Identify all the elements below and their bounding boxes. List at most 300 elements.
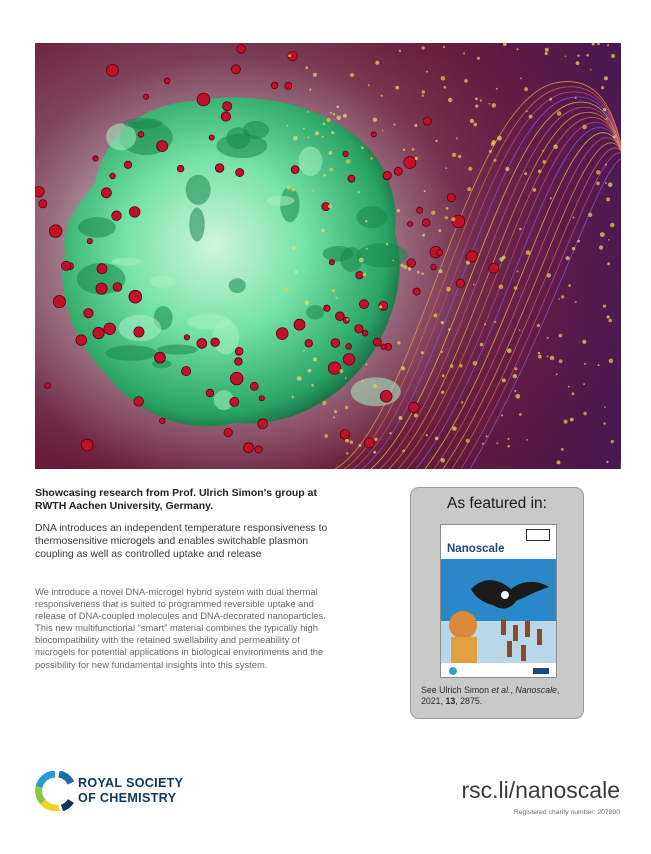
nanoparticle-dot (87, 239, 92, 244)
small-particle (438, 229, 441, 232)
small-particle (445, 167, 447, 169)
small-particle (401, 264, 404, 267)
small-particle (373, 451, 376, 454)
small-particle (568, 284, 571, 287)
nanoparticle-dot (235, 358, 243, 366)
small-particle (565, 56, 567, 58)
nanoparticle-dot (157, 141, 168, 152)
small-particle (466, 261, 470, 265)
small-particle (345, 439, 349, 443)
small-particle (308, 137, 310, 139)
gel-blob (299, 146, 323, 175)
small-particle (375, 61, 379, 65)
nanoparticle-dot (224, 428, 232, 436)
small-particle (607, 262, 610, 265)
small-particle (484, 323, 486, 325)
small-particle (583, 383, 585, 385)
small-particle (505, 167, 509, 171)
nanoparticle-dot (437, 249, 443, 255)
small-particle (414, 124, 417, 127)
nanoparticle-dot (61, 261, 70, 270)
citation-year: 2021, (421, 696, 446, 706)
nanoparticle-dot (285, 82, 292, 89)
gel-blob (106, 345, 157, 360)
small-particle (611, 54, 615, 58)
small-particle (502, 378, 506, 382)
small-particle (556, 373, 558, 375)
nanoparticle-dot (255, 446, 262, 453)
small-particle (435, 140, 437, 142)
rsc-wordmark (78, 776, 183, 806)
citation-prefix: See Ulrich Simon (421, 685, 492, 695)
small-particle (545, 52, 548, 55)
small-particle (288, 54, 291, 57)
small-particle (607, 315, 610, 318)
small-particle (494, 159, 497, 162)
small-particle (448, 98, 452, 102)
small-particle (516, 394, 521, 399)
summary-text: DNA introduces an independent temperature responsiveness to thermosensitive microgels and enables switchable plasmon coupling as well as controlled uptake and release (35, 523, 328, 560)
small-particle (604, 406, 606, 408)
small-particle (600, 232, 605, 237)
small-particle (402, 450, 405, 453)
nanoparticle-dot (84, 309, 93, 318)
nanoparticle-dot (250, 382, 258, 390)
small-particle (475, 97, 478, 100)
nanoparticle-dot (452, 215, 464, 227)
small-particle (608, 239, 610, 241)
small-particle (606, 118, 608, 120)
gel-blob (123, 118, 162, 128)
small-particle (526, 110, 528, 112)
small-particle (313, 73, 317, 77)
small-particle (577, 55, 579, 57)
small-particle (606, 461, 608, 463)
small-particle (399, 416, 403, 420)
small-particle (293, 136, 298, 141)
small-particle (308, 369, 312, 373)
charity-number: Registered charity number: 207890 (513, 809, 620, 816)
nanoparticle-dot (112, 211, 122, 221)
small-particle (435, 437, 439, 441)
small-particle (501, 414, 503, 416)
gel-blob (186, 175, 211, 205)
small-particle (324, 434, 328, 438)
small-particle (446, 287, 451, 292)
nanoparticle-dot (113, 283, 122, 292)
nanoparticle-dot (340, 430, 350, 440)
small-particle (392, 260, 394, 262)
small-particle (445, 216, 448, 219)
small-particle (366, 363, 368, 365)
small-particle (305, 301, 309, 305)
nanoparticle-dot (107, 64, 119, 76)
nanoparticle-dot (408, 221, 413, 226)
small-particle (538, 355, 542, 359)
nanoparticle-dot (160, 418, 166, 424)
gel-blob (266, 196, 294, 206)
small-particle (596, 182, 600, 186)
nanoparticle-dot (236, 168, 244, 176)
featured-title: As featured in: (447, 495, 547, 512)
small-particle (553, 144, 558, 149)
small-particle (538, 170, 542, 174)
small-particle (297, 376, 302, 381)
nanoparticle-dot (101, 188, 111, 198)
small-particle (561, 295, 564, 298)
small-particle (441, 76, 446, 81)
nanoparticle-dot (291, 166, 299, 174)
rsc-logo-small-icon (449, 667, 457, 675)
microgel-artwork (35, 43, 621, 469)
small-particle (452, 426, 457, 431)
small-particle (557, 111, 562, 116)
nanoparticle-dot (394, 167, 402, 175)
small-particle (421, 46, 424, 49)
nanoparticle-dot (164, 78, 170, 84)
nanoparticle-dot (184, 335, 189, 340)
nanoparticle-dot (39, 200, 47, 208)
small-particle (322, 136, 324, 138)
small-particle (343, 114, 347, 118)
small-particle (426, 434, 428, 436)
small-particle (489, 103, 491, 105)
nanoparticle-dot (97, 264, 107, 274)
small-particle (496, 442, 498, 444)
nanoparticle-dot (447, 194, 455, 202)
nanoparticle-dot (215, 164, 224, 173)
small-particle (468, 167, 472, 171)
nanoparticle-dot (221, 112, 230, 121)
cover-illustration (35, 43, 621, 469)
small-particle (502, 256, 506, 260)
small-particle (333, 416, 335, 418)
nanoparticle-dot (331, 339, 340, 348)
small-particle (576, 61, 580, 65)
nanoparticle-dot (182, 367, 191, 376)
citation-etal: et al. (491, 685, 511, 695)
small-particle (599, 245, 603, 249)
small-particle (424, 190, 426, 192)
nanoparticle-dot (104, 323, 116, 335)
small-particle (519, 413, 522, 416)
small-particle (610, 223, 615, 228)
citation: See Ulrich Simon et al., Nanoscale, 2021, 13, 2875. (421, 685, 560, 706)
gel-blob (351, 377, 401, 406)
nanoparticle-dot (356, 272, 363, 279)
small-particle (374, 438, 378, 442)
small-particle (373, 384, 377, 388)
small-particle (492, 103, 497, 108)
rsc-wordmark-line-1: ROYAL SOCIETY (78, 776, 184, 790)
rsc-wordmark-line-2: OF CHEMISTRY (78, 791, 177, 805)
small-particle (361, 380, 363, 382)
small-particle (350, 73, 354, 77)
small-particle (559, 334, 563, 338)
small-particle (359, 444, 362, 447)
nanoparticle-dot (305, 340, 313, 348)
gel-blob (306, 305, 324, 319)
small-particle (365, 220, 368, 223)
small-particle (322, 401, 326, 405)
small-particle (566, 256, 570, 260)
small-particle (586, 54, 589, 57)
gel-blob (226, 127, 250, 149)
small-particle (450, 364, 453, 367)
small-particle (292, 246, 296, 250)
small-particle (507, 438, 509, 440)
nanoparticle-dot (35, 187, 44, 198)
small-particle (513, 374, 517, 378)
small-particle (414, 414, 418, 418)
small-particle (547, 337, 549, 339)
small-particle (588, 213, 592, 217)
nanoparticle-dot (237, 45, 246, 54)
small-particle (303, 350, 305, 352)
nanoparticle-dot (96, 283, 107, 294)
small-particle (537, 324, 540, 327)
small-particle (507, 348, 512, 353)
showcase-line-2: RWTH Aachen University, Germany. (35, 500, 214, 512)
small-particle (311, 384, 314, 387)
nanoparticle-dot (93, 156, 98, 161)
small-particle (575, 97, 577, 99)
small-particle (601, 86, 604, 89)
small-particle (315, 131, 319, 135)
small-particle (358, 191, 360, 193)
nanoparticle-dot (329, 260, 334, 265)
small-particle (542, 150, 544, 152)
nanoparticle-dot (343, 151, 349, 157)
small-particle (440, 458, 445, 463)
small-particle (473, 361, 478, 366)
nanoparticle-dot (431, 264, 437, 270)
small-particle (463, 52, 465, 54)
small-particle (346, 452, 348, 454)
small-particle (395, 86, 399, 90)
nanoparticle-dot (360, 300, 369, 309)
small-particle (421, 273, 423, 275)
small-particle (451, 217, 455, 221)
small-particle (337, 116, 341, 120)
small-particle (303, 128, 305, 130)
small-particle (609, 359, 614, 364)
small-particle (336, 106, 339, 109)
small-particle (604, 76, 608, 80)
small-particle (401, 366, 405, 370)
small-particle (327, 118, 331, 122)
nanoparticle-dot (93, 327, 104, 338)
small-particle (394, 124, 396, 126)
small-particle (403, 265, 407, 269)
small-particle (461, 401, 463, 403)
small-particle (550, 356, 555, 361)
cover-issue-box (526, 529, 550, 541)
small-particle (608, 319, 612, 323)
nanoparticle-dot (294, 319, 305, 330)
small-particle (538, 352, 540, 354)
small-particle (291, 396, 294, 399)
nanoparticle-dot (271, 82, 278, 89)
nanoparticle-dot (230, 372, 243, 385)
small-particle (415, 157, 418, 160)
small-particle (363, 273, 367, 277)
small-particle (466, 439, 470, 443)
cover-artwork (441, 559, 557, 678)
nanoparticle-dot (371, 132, 376, 137)
small-particle (441, 321, 444, 324)
small-particle (285, 287, 289, 291)
small-particle (467, 187, 471, 191)
small-particle (366, 248, 368, 250)
small-particle (334, 410, 337, 413)
nanoparticle-dot (209, 135, 214, 140)
small-particle (568, 386, 570, 388)
small-particle (441, 351, 443, 353)
nanoparticle-dot (355, 325, 363, 333)
small-particle (333, 113, 335, 115)
small-particle (458, 155, 461, 158)
small-particle (603, 305, 606, 308)
small-particle (470, 119, 474, 123)
nanoparticle-dot (422, 219, 430, 227)
small-particle (322, 229, 325, 232)
small-particle (549, 98, 552, 101)
nanoparticle-dot (346, 344, 352, 350)
journal-url[interactable]: rsc.li/nanoscale (461, 777, 620, 803)
small-particle (529, 115, 533, 119)
small-particle (399, 50, 401, 52)
small-particle (613, 135, 616, 138)
nanoparticle-dot (258, 419, 268, 429)
small-particle (421, 351, 424, 354)
small-particle (331, 131, 334, 134)
small-particle (577, 240, 580, 243)
nanoparticle-dot (343, 354, 355, 366)
small-particle (596, 170, 600, 174)
small-particle (389, 432, 391, 434)
small-particle (359, 258, 364, 263)
small-particle (520, 78, 522, 80)
small-particle (323, 174, 326, 177)
small-particle (422, 95, 424, 97)
small-particle (305, 66, 308, 69)
small-particle (572, 247, 575, 250)
gel-blob (78, 217, 116, 237)
nanoparticle-dot (197, 93, 210, 106)
small-particle (412, 148, 415, 151)
nanoparticle-dot (53, 296, 65, 308)
small-particle (434, 314, 438, 318)
featured-box (410, 487, 584, 719)
nanoparticle-dot (76, 335, 87, 346)
small-particle (477, 57, 480, 60)
small-particle (373, 118, 377, 122)
small-particle (492, 140, 496, 144)
small-particle (443, 86, 446, 89)
nanoparticle-dot (259, 396, 264, 401)
nanoparticle-dot (381, 344, 386, 349)
small-particle (605, 164, 607, 166)
small-particle (386, 243, 388, 245)
small-particle (524, 172, 527, 175)
nanoparticle-dot (231, 65, 240, 74)
nanoparticle-dot (124, 161, 131, 168)
small-particle (575, 301, 577, 303)
small-particle (517, 48, 519, 50)
nanoparticle-dot (129, 207, 140, 218)
nanoparticle-dot (404, 157, 416, 169)
small-particle (287, 125, 289, 127)
small-particle (291, 187, 293, 189)
small-particle (533, 188, 537, 192)
small-particle (514, 367, 517, 370)
gel-blob (149, 275, 176, 287)
nanoparticle-dot (413, 288, 420, 295)
small-particle (584, 363, 586, 365)
small-particle (329, 151, 333, 155)
journal-cover-thumbnail[interactable] (440, 524, 557, 678)
small-particle (346, 318, 348, 320)
small-particle (605, 182, 607, 184)
small-particle (611, 440, 614, 443)
small-particle (480, 343, 483, 346)
small-particle (345, 377, 347, 379)
nanoparticle-dot (456, 279, 464, 287)
nanoparticle-dot (409, 402, 419, 412)
gel-blob (229, 278, 246, 293)
nanoparticle-dot (134, 397, 144, 407)
small-particle (545, 48, 549, 52)
small-particle (514, 390, 516, 392)
small-particle (486, 435, 488, 437)
small-particle (480, 99, 482, 101)
small-particle (397, 341, 400, 344)
small-particle (335, 297, 337, 299)
nanoparticle-dot (362, 330, 368, 336)
small-particle (519, 228, 521, 230)
small-particle (403, 149, 405, 151)
nanoparticle-dot (348, 175, 355, 182)
nanoparticle-dot (206, 389, 214, 397)
cover-journal-title: Nanoscale (447, 543, 505, 555)
small-particle (381, 95, 383, 97)
gel-blob (212, 320, 239, 354)
gel-blob (357, 243, 407, 267)
small-particle (497, 136, 502, 141)
small-particle (448, 328, 450, 330)
small-particle (309, 89, 311, 91)
small-particle (431, 211, 435, 215)
small-particle (408, 267, 412, 271)
small-particle (350, 441, 353, 444)
small-particle (519, 329, 521, 331)
small-particle (464, 79, 468, 83)
small-particle (561, 448, 564, 451)
small-particle (482, 443, 484, 445)
small-particle (422, 234, 425, 237)
small-particle (382, 130, 384, 132)
small-particle (603, 422, 605, 424)
small-particle (608, 182, 613, 187)
small-particle (489, 150, 492, 153)
small-particle (524, 87, 528, 91)
small-particle (496, 88, 498, 90)
nanoparticle-dot (177, 165, 184, 172)
small-particle (607, 44, 609, 46)
nanoparticle-dot (276, 328, 288, 340)
nanoparticle-dot (489, 263, 499, 273)
